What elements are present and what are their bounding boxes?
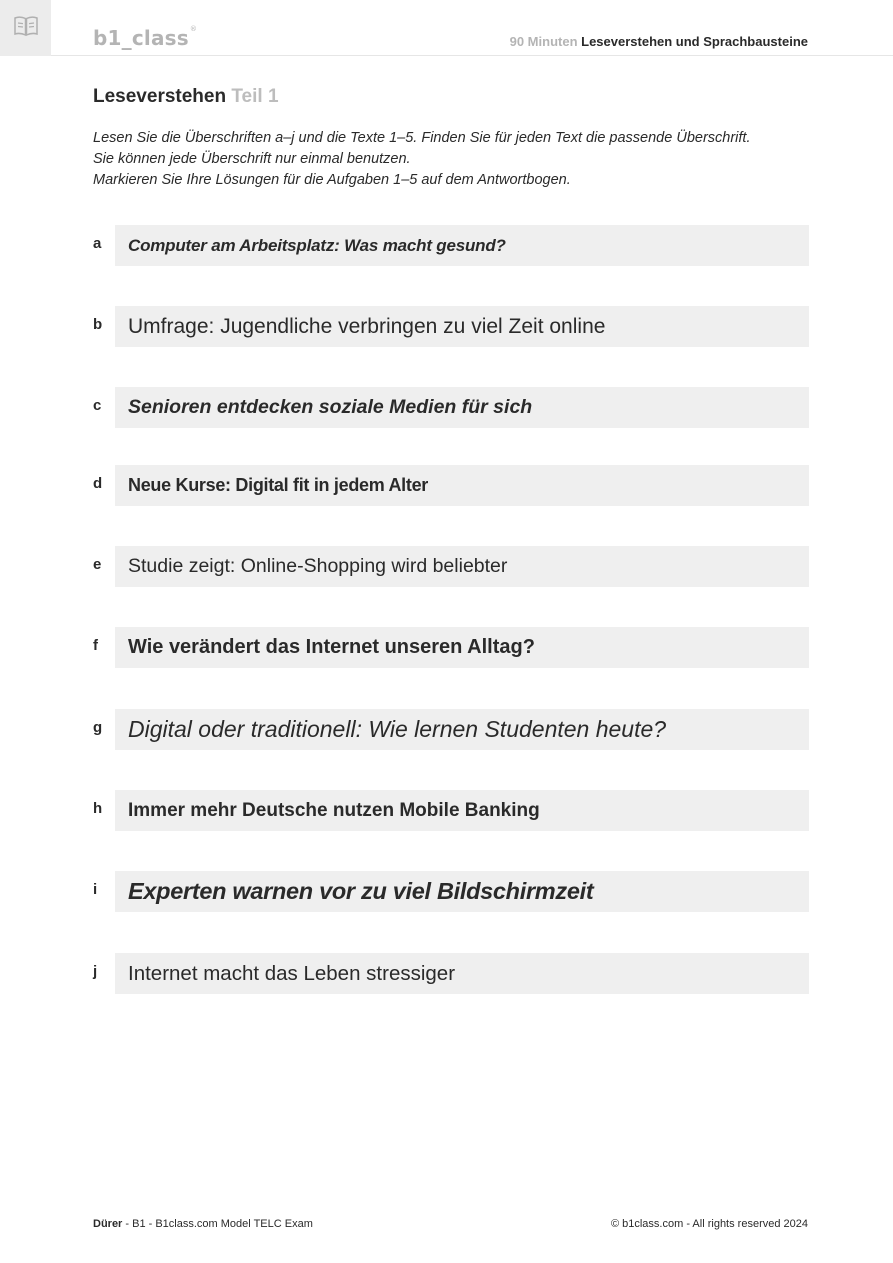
headline-letter: e — [93, 556, 102, 573]
headline-letter: i — [93, 881, 98, 898]
headline-box — [115, 953, 809, 994]
headline-box — [115, 546, 809, 587]
registered-mark: ® — [189, 25, 198, 34]
headline-box — [115, 387, 809, 428]
instruction-line: Markieren Sie Ihre Lösungen für die Aufgaben 1–5 auf dem Antwortbogen. — [93, 172, 571, 188]
headline-item — [93, 306, 809, 347]
instructions — [93, 128, 813, 191]
headline-text: Internet macht das Leben stressiger — [128, 961, 456, 985]
headline-letter: f — [93, 637, 98, 654]
headline-item — [93, 387, 809, 428]
headline-box — [115, 225, 809, 266]
instruction-line: Sie können jede Überschrift nur einmal benutzen. — [93, 151, 411, 167]
headline-item — [93, 627, 809, 668]
headline-text: Digital oder traditionell: Wie lernen Studenten heute? — [128, 716, 667, 742]
headline-text: Computer am Arbeitsplatz: Was macht gesund? — [128, 235, 506, 255]
page-title — [93, 86, 279, 108]
headline-text: Immer mehr Deutsche nutzen Mobile Banking — [128, 799, 540, 821]
headline-letter: h — [93, 800, 103, 817]
exam-section-name: Leseverstehen und Sprachbausteine — [581, 34, 808, 49]
headline-text: Umfrage: Jugendliche verbringen zu viel Zeit online — [128, 314, 606, 338]
headline-letter: d — [93, 475, 103, 492]
title-part: Teil 1 — [231, 86, 279, 107]
headline-box — [115, 306, 809, 347]
exam-duration: 90 Minuten — [509, 34, 578, 49]
corner-tab — [0, 0, 51, 56]
instruction-line: Lesen Sie die Überschriften a–j und die Texte 1–5. Finden Sie für jeden Text die passende Überschrift. — [93, 130, 751, 146]
headline-item — [93, 871, 809, 912]
headline-box — [115, 790, 809, 831]
footer-exam-info: - B1 - B1class.com Model TELC Exam — [122, 1218, 313, 1230]
headline-item — [93, 465, 809, 506]
logo — [93, 26, 197, 50]
footer-author: Dürer — [93, 1218, 123, 1230]
headline-box — [115, 871, 809, 912]
footer-left — [93, 1218, 313, 1230]
headline-box — [115, 465, 809, 506]
headline-item — [93, 225, 809, 266]
open-book-icon — [13, 15, 39, 42]
title-main: Leseverstehen — [93, 86, 227, 107]
headline-letter: a — [93, 235, 102, 252]
logo-text: b1_class — [93, 26, 189, 50]
headline-item — [93, 709, 809, 750]
exam-section-header — [510, 34, 808, 49]
headline-item — [93, 953, 809, 994]
headline-letter: c — [93, 397, 102, 414]
headline-letter: j — [93, 963, 98, 980]
headline-letter: g — [93, 719, 103, 736]
headline-text: Studie zeigt: Online-Shopping wird beliebter — [128, 555, 508, 577]
headline-item — [93, 790, 809, 831]
footer-copyright: © b1class.com - All rights reserved 2024 — [610, 1218, 808, 1230]
headline-text: Wie verändert das Internet unseren Alltag? — [128, 636, 535, 658]
header-divider — [51, 55, 893, 56]
headline-text: Experten warnen vor zu viel Bildschirmzeit — [128, 878, 594, 904]
headline-item — [93, 546, 809, 587]
headline-box — [115, 709, 809, 750]
headline-text: Neue Kurse: Digital fit in jedem Alter — [128, 475, 428, 495]
headline-letter: b — [93, 316, 103, 333]
headline-text: Senioren entdecken soziale Medien für sich — [128, 396, 533, 418]
headline-box — [115, 627, 809, 668]
